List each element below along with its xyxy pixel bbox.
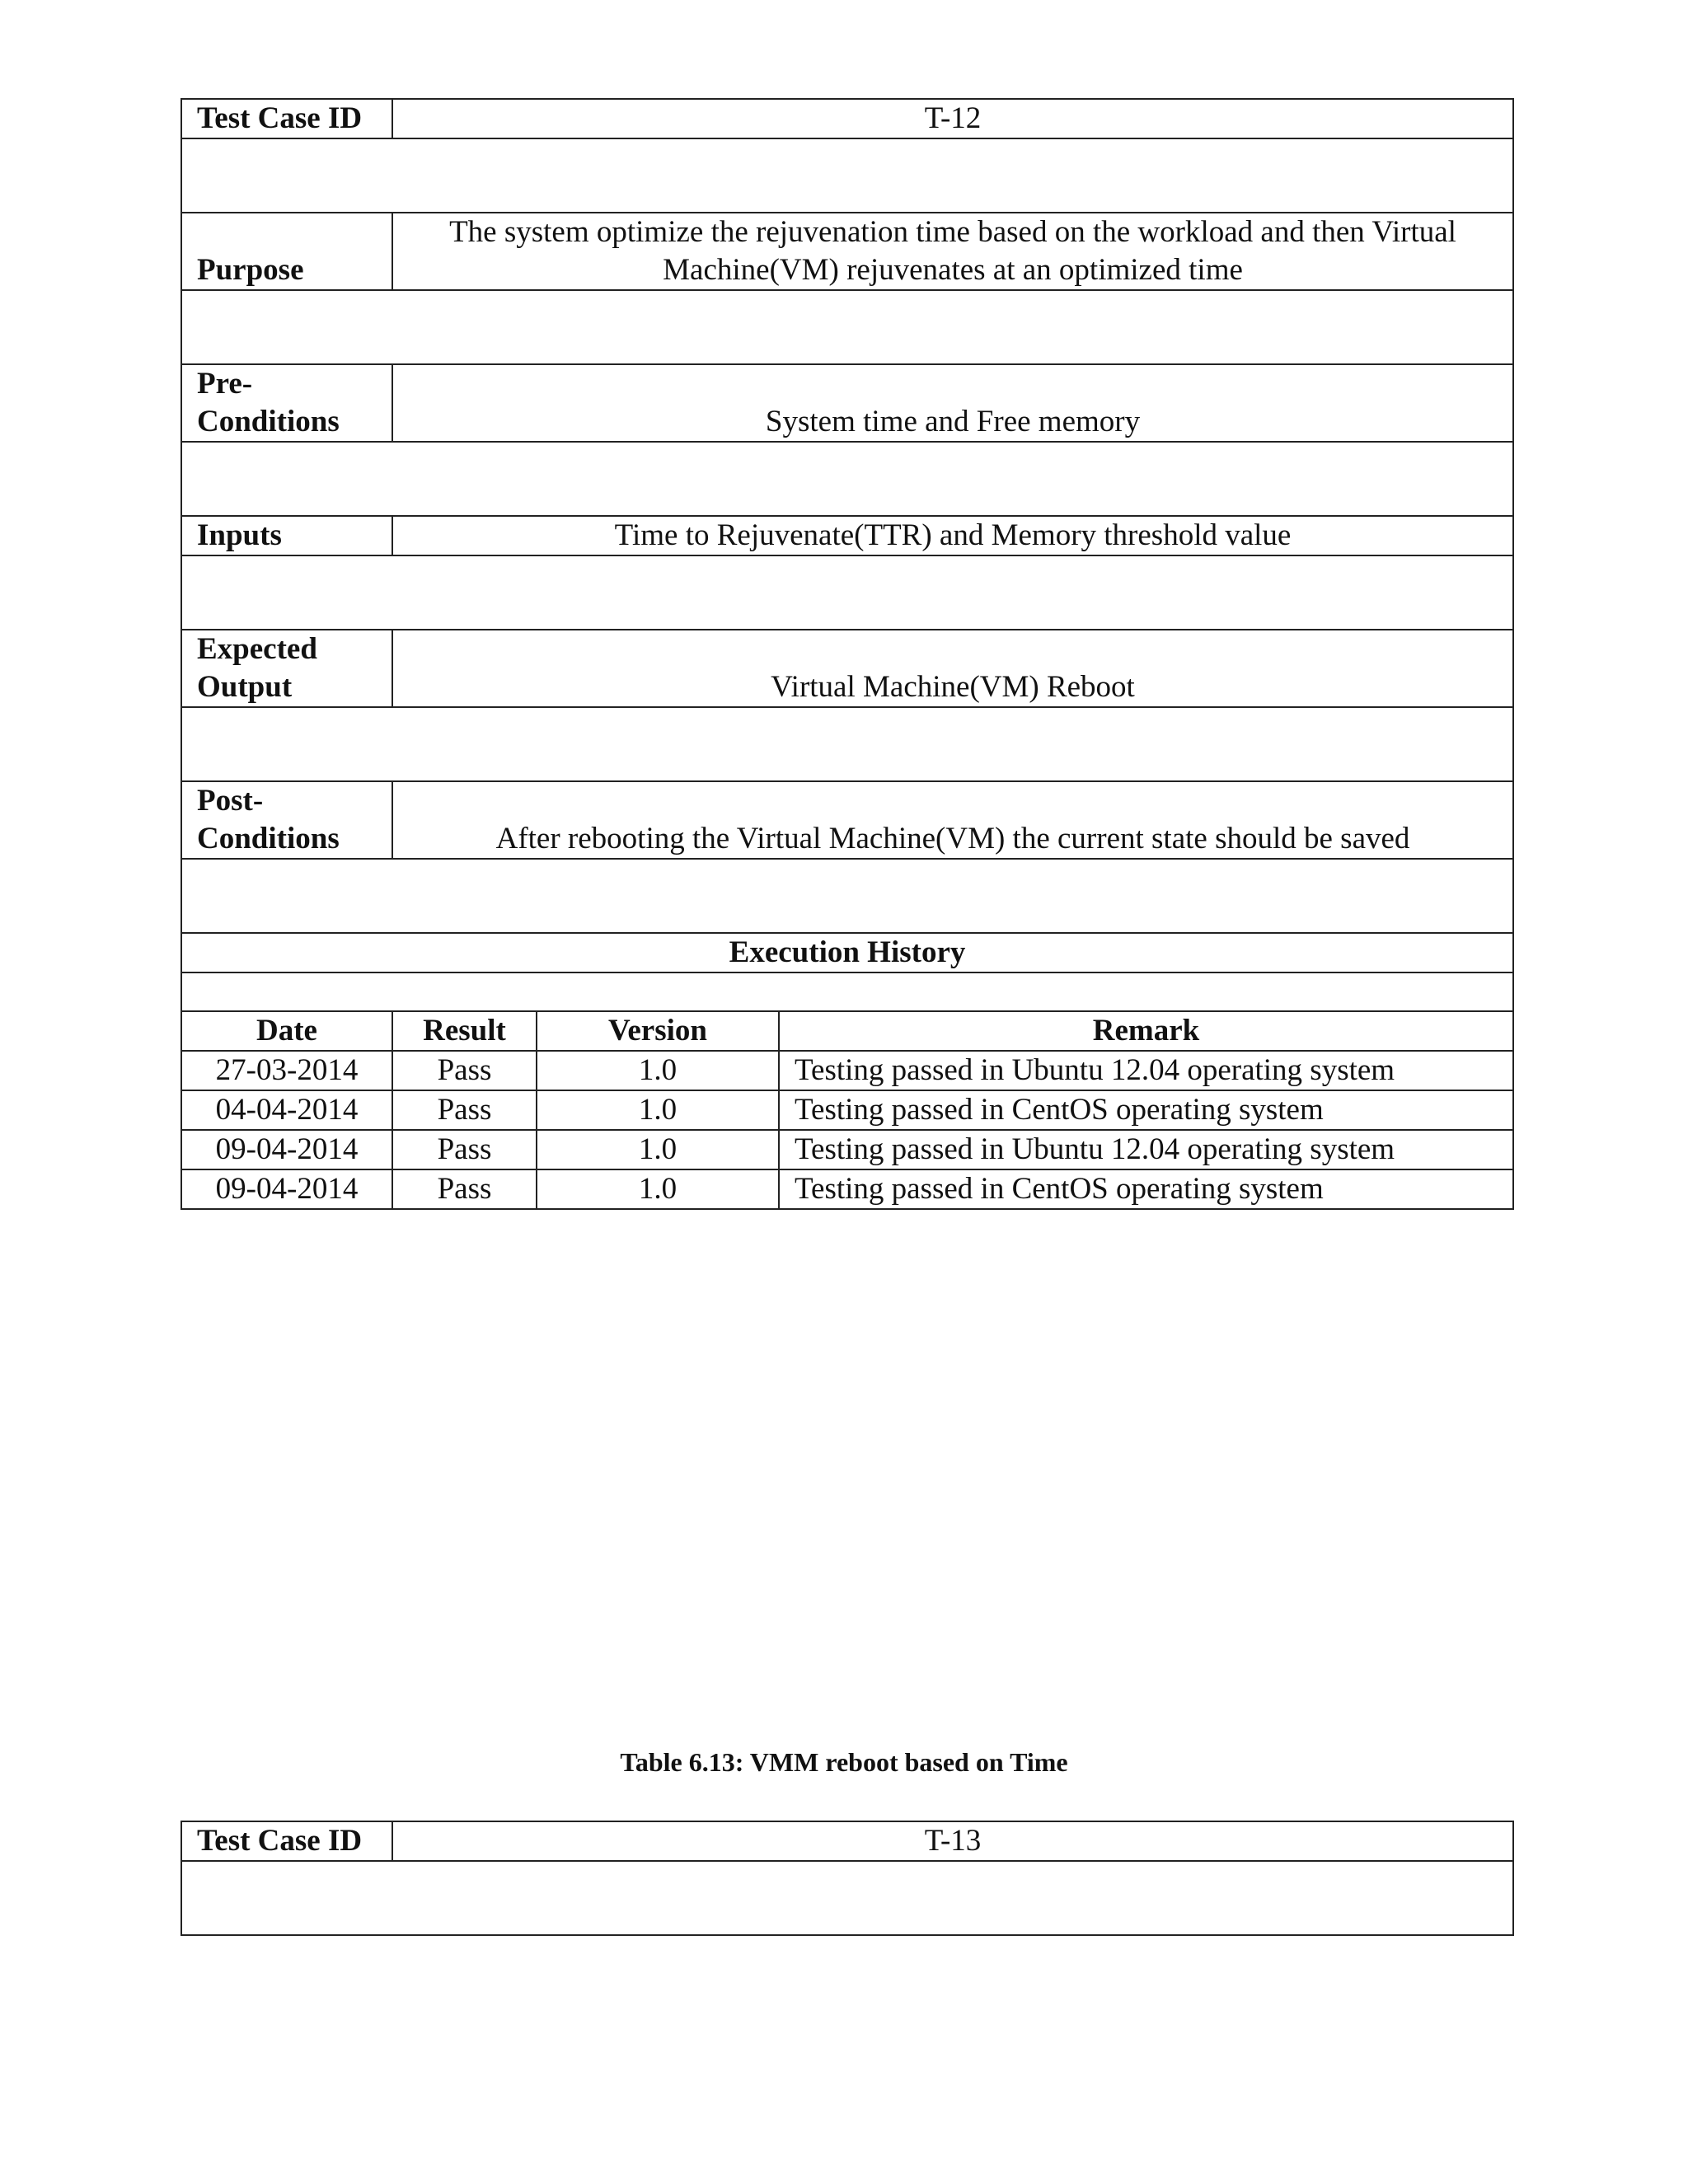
postconditions-value: After rebooting the Virtual Machine(VM) the current state should be saved: [392, 781, 1513, 859]
row-preconditions: [181, 364, 1513, 442]
preconditions-label: Pre- Conditions: [181, 364, 392, 442]
purpose-label: Purpose: [181, 213, 392, 290]
test-case-id-value: T-13: [392, 1821, 1513, 1861]
spacer-row: [181, 1861, 1513, 1935]
history-row: [181, 1051, 1513, 1090]
history-date: 09-04-2014: [181, 1130, 392, 1169]
history-header-date: Date: [181, 1011, 392, 1051]
test-case-table-t13: [181, 1821, 1514, 1936]
history-header-version: Version: [537, 1011, 779, 1051]
preconditions-value: System time and Free memory: [392, 364, 1513, 442]
history-remark: Testing passed in CentOS operating system: [779, 1090, 1513, 1130]
history-remark: Testing passed in Ubuntu 12.04 operating system: [779, 1130, 1513, 1169]
spacer-row: [181, 138, 1513, 213]
history-date: 04-04-2014: [181, 1090, 392, 1130]
history-version: 1.0: [537, 1130, 779, 1169]
history-date: 09-04-2014: [181, 1169, 392, 1209]
history-row: [181, 1130, 1513, 1169]
spacer-row: [181, 555, 1513, 630]
inputs-label: Inputs: [181, 516, 392, 555]
row-test-case-id: [181, 99, 1513, 138]
table-caption: Table 6.13: VMM reboot based on Time: [620, 1747, 1068, 1777]
test-case-id-label: Test Case ID: [181, 1821, 392, 1861]
row-expected-output: [181, 630, 1513, 707]
history-row: [181, 1090, 1513, 1130]
spacer-row: [181, 442, 1513, 516]
spacer-row: [181, 972, 1513, 1011]
row-postconditions: [181, 781, 1513, 859]
history-header-row: [181, 1011, 1513, 1051]
history-result: Pass: [392, 1051, 537, 1090]
row-test-case-id: [181, 1821, 1513, 1861]
history-remark: Testing passed in CentOS operating system: [779, 1169, 1513, 1209]
spacer-row: [181, 859, 1513, 933]
test-case-id-value: T-12: [392, 99, 1513, 138]
history-version: 1.0: [537, 1169, 779, 1209]
purpose-value: The system optimize the rejuvenation time based on the workload and then Virtual Machine(VM) rejuvenates at an optimized time: [392, 213, 1513, 290]
history-header-remark: Remark: [779, 1011, 1513, 1051]
execution-history-title: Execution History: [181, 933, 1513, 972]
postconditions-label: Post- Conditions: [181, 781, 392, 859]
row-inputs: [181, 516, 1513, 555]
spacer-row: [181, 290, 1513, 364]
history-date: 27-03-2014: [181, 1051, 392, 1090]
test-case-id-label: Test Case ID: [181, 99, 392, 138]
history-row: [181, 1169, 1513, 1209]
row-execution-history-title: [181, 933, 1513, 972]
history-version: 1.0: [537, 1051, 779, 1090]
expected-output-value: Virtual Machine(VM) Reboot: [392, 630, 1513, 707]
history-result: Pass: [392, 1130, 537, 1169]
history-version: 1.0: [537, 1090, 779, 1130]
history-result: Pass: [392, 1090, 537, 1130]
history-header-result: Result: [392, 1011, 537, 1051]
history-result: Pass: [392, 1169, 537, 1209]
expected-output-label: Expected Output: [181, 630, 392, 707]
history-remark: Testing passed in Ubuntu 12.04 operating system: [779, 1051, 1513, 1090]
spacer-row: [181, 707, 1513, 781]
inputs-value: Time to Rejuvenate(TTR) and Memory threshold value: [392, 516, 1513, 555]
test-case-table-t12: [181, 98, 1514, 1210]
row-purpose: [181, 213, 1513, 290]
